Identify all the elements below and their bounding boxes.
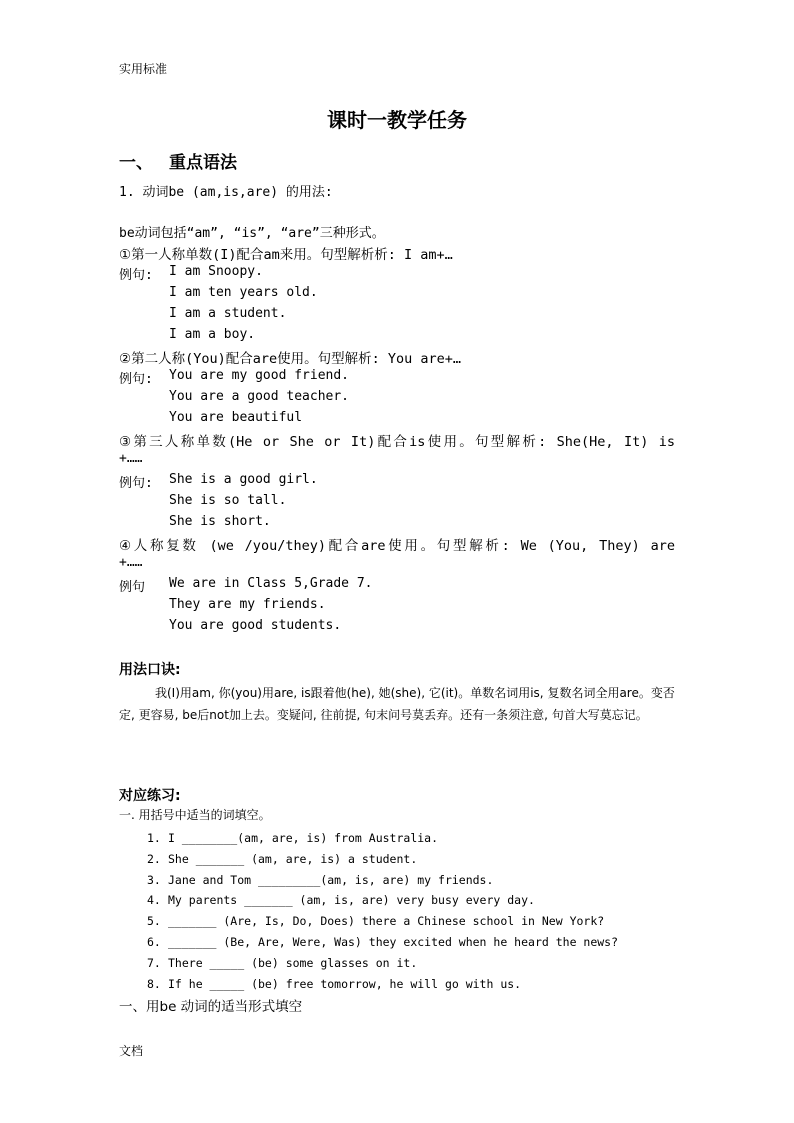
section-number: 一、 [119,153,153,173]
item-number: 5. [147,914,161,929]
item-text: My parents _______ (am, is, are) very busy every day. [168,893,535,908]
item-text: Jane and Tom _________(am, is, are) my friends. [168,872,494,887]
item-number: 8. [147,976,161,991]
subheading-be-usage: 1. 动词be (am,is,are) 的用法: [119,185,333,200]
example-sentence: You are good students. [169,618,342,633]
list-item [147,911,618,932]
item-number: 1. [147,831,161,845]
item-number: 3. [147,872,161,887]
intro-text: be动词包括“am”, “is”, “are”三种形式。 [119,226,385,241]
example-sentence: You are beautiful [169,410,303,425]
example-label: 例句: [119,476,153,491]
example-sentence: She is so tall. [169,493,287,508]
item-text: _______ (Are, Is, Do, Does) there a Chinese school in New York? [168,914,605,929]
example-sentence: I am Snoopy. [169,264,263,279]
example-sentence: I am ten years old. [169,285,318,300]
list-item [147,974,618,995]
exercise-title: 一. 用括号中适当的词填空。 [119,808,271,822]
example-label: 例句: [119,268,153,283]
page-title: 课时一教学任务 [327,108,467,132]
list-item [147,828,618,849]
section-label: 重点语法 [169,153,237,173]
example-sentence: We are in Class 5,Grade 7. [169,576,373,591]
example-label: 例句 [119,580,146,595]
item-text: There _____ (be) some glasses on it. [168,955,418,970]
rule-continuation: +…… [119,555,143,570]
example-sentence: You are a good teacher. [169,389,350,404]
list-item [147,932,618,953]
item-number: 7. [147,955,161,970]
item-text: She _______ (am, are, is) a student. [168,851,418,866]
rule-second-person: ②第二人称(You)配合are使用。句型解析: You are+… [119,351,462,367]
list-item [147,890,618,911]
page-footer: 文档 [119,1044,144,1058]
page-header: 实用标准 [119,62,168,76]
example-sentence: I am a boy. [169,327,256,342]
item-number: 2. [147,851,161,866]
list-item [147,849,618,870]
item-number: 6. [147,934,161,949]
item-text: _______ (Be, Are, Were, Was) they excited when he heard the news? [168,934,619,949]
example-label: 例句: [119,372,153,387]
list-item [147,953,618,974]
item-number: 4. [147,893,161,908]
example-sentence: You are my good friend. [169,368,350,383]
practice-title: 对应练习: [119,788,181,804]
mnemonic-paragraph: 我(I)用am, 你(you)用are, is跟着他(he), 她(she), 它(it)。单数名词用is, 复数名词全用are。变否定, 更容易, be后not加上去。变疑问, 往前提, 句末问号莫丢弃。还有一条须注意, 句首大写莫忘记。 [119,686,675,722]
rule-plural: ④人称复数 (we /you/they)配合are使用。句型解析: We (You, They) are [119,538,675,554]
section-heading [119,148,237,173]
mnemonic-title: 用法口诀: [119,662,181,678]
rule-continuation: +…… [119,451,143,466]
example-sentence: She is a good girl. [169,472,318,487]
example-sentence: I am a student. [169,306,287,321]
rule-third-person: ③第三人称单数(He or She or It)配合is使用。句型解析: She(He, It) is [119,434,675,450]
example-sentence: She is short. [169,514,271,529]
list-item [147,870,618,891]
exercise-list [147,828,618,994]
item-text: If he _____ (be) free tomorrow, he will go with us. [168,976,522,991]
example-sentence: They are my friends. [169,597,326,612]
exercise-title: 一、用be 动词的适当形式填空 [119,999,303,1015]
rule-first-person: ①第一人称单数(I)配合am来用。句型解析析: I am+… [119,247,453,263]
item-text: I ________(am, are, is) from Australia. [168,831,439,845]
